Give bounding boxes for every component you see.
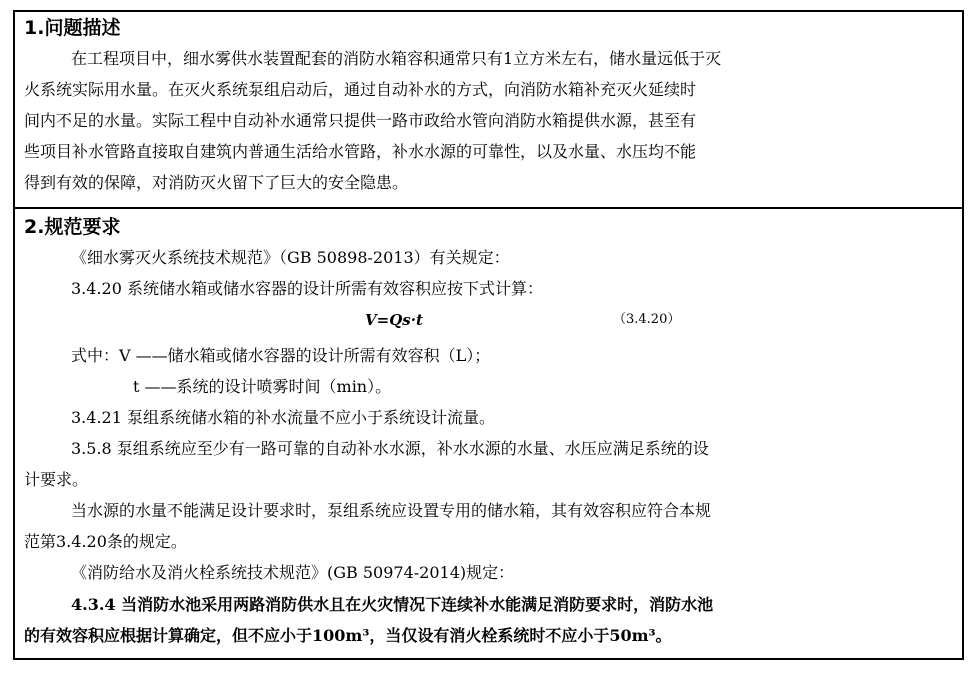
paragraph-storage-line-2: 范第3.4.20条的规定。 xyxy=(24,532,187,551)
formula-number: （3.4.20） xyxy=(613,312,681,327)
spec-title-fine-water-mist: 《细水雾灭火系统技术规范》（GB 50898-2013）有关规定： xyxy=(71,248,510,267)
content-table xyxy=(13,10,964,660)
section-title-problem: 1.问题描述 xyxy=(24,17,121,39)
problem-section xyxy=(15,12,962,209)
spec-title-fire-water-supply: 《消防给水及消火栓系统技术规范》(GB 50974-2014)规定： xyxy=(71,563,515,582)
paragraph-storage-line-1: 当水源的水量不能满足设计要求时，泵组系统应设置专用的储水箱，其有效容积应符合本规 xyxy=(71,501,712,520)
clause-3-5-8-line-2: 计要求。 xyxy=(24,470,89,489)
section-title-requirements: 2.规范要求 xyxy=(24,216,121,238)
where-t: t ——系统的设计喷雾时间（min）。 xyxy=(133,377,392,396)
clause-3-5-8-line-1: 3.5.8 泵组系统应至少有一路可靠的自动补水水源，补水水源的水量、水压应满足系统的设 xyxy=(71,439,709,458)
problem-line-2: 火系统实际用水量。在灭火系统泵组启动后，通过自动补水的方式，向消防水箱补充灭火延续时 xyxy=(24,80,697,99)
clause-3-4-21: 3.4.21 泵组系统储水箱的补水流量不应小于系统设计流量。 xyxy=(71,408,495,427)
problem-line-5: 得到有效的保障，对消防灭火留下了巨大的安全隐患。 xyxy=(24,173,409,192)
problem-line-3: 间内不足的水量。实际工程中自动补水通常只提供一路市政给水管向消防水箱提供水源，甚至有 xyxy=(24,111,697,130)
clause-4-3-4-line-2: 的有效容积应根据计算确定，但不应小于100m³，当仅设有消火栓系统时不应小于50m³。 xyxy=(24,626,672,645)
requirements-section xyxy=(15,209,962,658)
problem-line-4: 些项目补水管路直接取自建筑内普通生活给水管路，补水水源的可靠性，以及水量、水压均不能 xyxy=(24,142,697,161)
clause-4-3-4-line-1: 4.3.4 当消防水池采用两路消防供水且在火灾情况下连续补水能满足消防要求时，消防水池 xyxy=(71,595,714,614)
problem-line-1: 在工程项目中，细水雾供水装置配套的消防水箱容积通常只有1立方米左右，储水量远低于灭 xyxy=(71,49,722,68)
where-v: 式中：V ——储水箱或储水容器的设计所需有效容积（L）； xyxy=(71,346,491,365)
formula-3-4-20 xyxy=(365,308,681,332)
formula-expression: V=Qs·t xyxy=(365,311,423,329)
clause-3-4-20: 3.4.20 系统储水箱或储水容器的设计所需有效容积应按下式计算： xyxy=(71,279,543,298)
